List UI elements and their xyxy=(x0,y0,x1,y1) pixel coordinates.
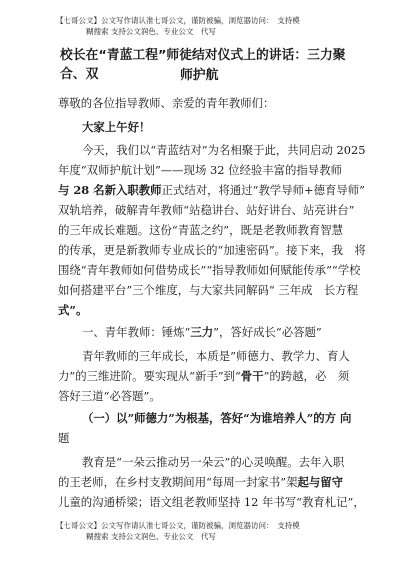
section-1-heading xyxy=(82,325,390,340)
page-footer-notice xyxy=(56,520,356,542)
paragraph-1-line-3-rest: 正式结对，将通过“教学导师+德育导师” xyxy=(161,183,365,197)
paragraph-2-line-1: 青年教师的三年成长，本质是”师德力、教学力、育人 xyxy=(82,349,350,363)
paragraph-1-line-2: 年度“双师护航计划”——现场 32 位经验丰富的指导教师 xyxy=(58,163,342,177)
document-title-line-1: 校长在“青蓝工程”师徒结对仪式上的讲话：三力聚合、双 xyxy=(60,48,346,82)
paragraph-1-line-6: 的传承，更是新教师专业成长的“加速密码”。接下来，我 将 xyxy=(58,243,366,257)
paragraph-3-line-1: 教育是“一朵云推动另一朵云”的心灵唤醒。去年入职 xyxy=(82,455,345,469)
paragraph-2-line-2-a: 力”的三维进阶。要实现从“新手”到“ xyxy=(58,369,241,383)
paragraph-1-line-4: 双轨培养，破解青年教师“站稳讲台、站好讲台、站亮讲台” xyxy=(58,203,355,217)
footer-line-2: 糊搜索 支持公文润色、专业公文 代写 xyxy=(86,532,216,541)
paragraph-3-line-3: 儿童的沟通桥梁；语文组老教师坚持 12 年书写“教育札记”， xyxy=(58,495,365,509)
paragraph-1-line-9: 式”。 xyxy=(58,303,88,317)
paragraph-3-line-2-a: 的王老师，在乡村支教期间用“每周一封家书”架 xyxy=(58,475,298,489)
paragraph-2-line-2-c: ”的跨越，必 须 xyxy=(263,369,350,383)
header-line-1: 【七哥公文】公文写作请认准七哥公文，谨防被骗，浏览器访问： 支持模 xyxy=(56,16,300,25)
paragraph-1-line-8: 如何搭建平台”三个维度，与大家共同解码“ 三年成 长方程 xyxy=(58,283,359,297)
footer-line-1: 【七哥公文】公文写作请认准七哥公文，谨防被骗，浏览器访问： 支持模 xyxy=(56,521,300,530)
paragraph-3-line-2 xyxy=(58,475,366,490)
page-header-notice xyxy=(56,15,356,37)
paragraph-1-line-3-bold: 与 28 名新入职教师 xyxy=(58,183,162,197)
greeting: 尊敬的各位指导教师、亲爱的青年教师们： xyxy=(58,96,275,110)
header-line-2: 糊搜索 支持公文润色、专业公文 代写 xyxy=(86,27,216,36)
section-1-heading-bold: 三力 xyxy=(190,325,214,339)
paragraph-2-line-2 xyxy=(58,369,366,384)
subsection-1-heading-line-2: 题 xyxy=(58,431,70,445)
section-1-heading-a: 一、青年教师：锤炼“ xyxy=(82,325,191,339)
paragraph-3-line-2-bold: 起与留守 xyxy=(297,475,344,489)
paragraph-1-line-1: 今天，我们以“青蓝结对”为名相聚于此，共同启动 2025 xyxy=(82,143,366,157)
paragraph-1-line-5: 的三年成长难题。这份“青蓝之约”，既是老教师教育智慧 xyxy=(58,223,344,237)
document-title-line-2: 师护航 xyxy=(180,68,219,83)
paragraph-2-line-2-bold: 骨干 xyxy=(240,369,264,383)
paragraph-1-line-7: 围绕“青年教师如何借势成长”“指导教师如何赋能传承”“学校 xyxy=(58,263,361,277)
subsection-1-heading-line-1: （一）以”师德力”为根基，答好“为谁培养人”的方 向 xyxy=(82,411,352,425)
paragraph-2-line-3: 答好三道“必答题”。 xyxy=(58,389,161,403)
section-1-heading-c: ”，答好成长“必答题” xyxy=(213,325,322,339)
salutation: 大家上午好！ xyxy=(82,120,151,134)
paragraph-1-line-3 xyxy=(58,183,366,198)
